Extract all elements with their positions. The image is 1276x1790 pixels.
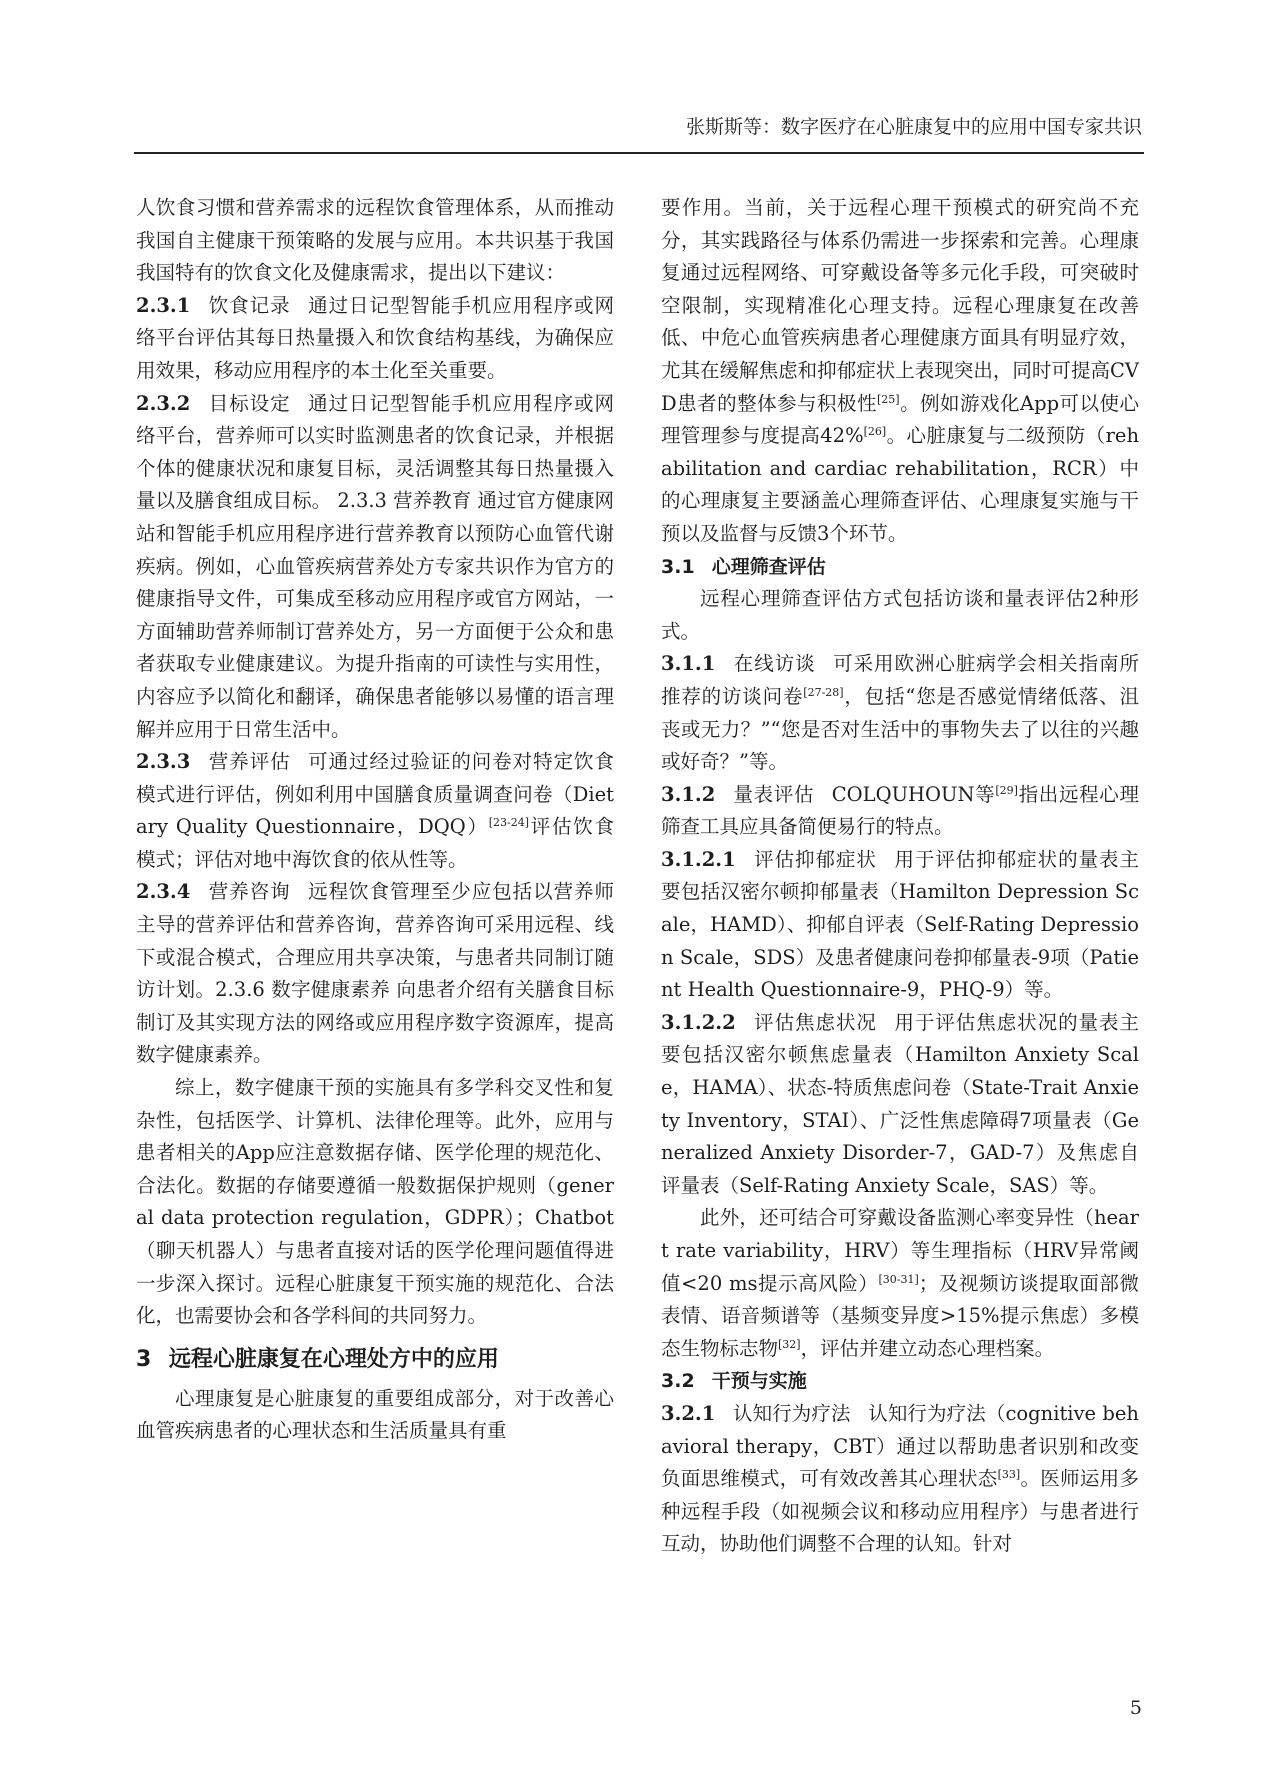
paragraph-text: ，包括“您是否感觉情绪低落、沮丧或无力？”“您是否对生活中的事物失去了以往的兴趣或好奇？”等。 [661,684,1139,774]
citation-ref[interactable]: [33] [997,1468,1021,1482]
paragraph-text: COLQUHOUN等 [831,782,996,806]
paragraph [136,1383,614,1448]
subsection-3-1-2-1 [661,844,1139,1007]
section-title: 评估抑郁症状 [753,847,877,871]
paragraph-text: 。心脏康复与二级预防（rehabilitation and cardiac rehabilitation，RCR）中的心理康复主要涵盖心理筛查评估、心理康复实施与干预以及监督与反馈3个环节。 [661,424,1140,545]
paragraph-text: 心理康复是心脏康复的重要组成部分，对于改善心血管疾病患者的心理状态和生活质量具有重 [136,1386,614,1443]
citation-ref[interactable]: [29] [995,783,1018,797]
section-title: 远程心脏康复在心理处方中的应用 [168,1346,499,1372]
paragraph-text: 远程心理筛查评估方式包括访谈和量表评估2种形式。 [661,587,1139,643]
section-title: 饮食记录 [207,293,291,317]
subsection-2-3-4 [136,876,614,1072]
section-number: 2.3.4 [136,880,191,904]
section-number: 3.1.2.2 [661,1010,736,1034]
paragraph-text: 远程饮食管理至少应包括以营养师主导的营养评估和营养咨询，营养咨询可采用远程、线下或混合模式，合理应用共享决策，与患者共同制订随访计划。2.3.6 数字健康素养 向患者介绍有关膳食目标制订及其实现方法的网络或应用程序数字资源库，提高数字健康素养。 [136,880,614,1067]
citation-ref[interactable]: [32] [778,1337,801,1351]
subsection-3-1-2-2 [661,1007,1139,1203]
paragraph [136,192,614,290]
subsection-2-3-3 [136,746,614,876]
left-column [136,192,614,1448]
header-rule [134,152,1144,154]
section-title: 评估焦虑状况 [753,1010,877,1034]
paragraph-text: ；及视频访谈提取面部微表情、语音频谱等（基频变异度>15%提示焦虑）多模态生物标志物 [661,1271,1139,1360]
paragraph-text: 评估饮食模式；评估对地中海饮食的依从性等。 [136,815,614,871]
section-title: 营养评估 [207,750,291,774]
citation-ref[interactable]: [27-28] [803,685,844,699]
section-number: 3.1 [661,555,695,578]
summary-paragraph [136,1072,614,1333]
paragraph-text: 人饮食习惯和营养需求的远程饮食管理体系，从而推动我国自主健康干预策略的发展与应用。本共识基于我国我国特有的饮食文化及健康需求，提出以下建议： [136,196,614,285]
section-number: 2.3.2 [136,391,191,415]
paragraph [661,1202,1139,1365]
section-title: 认知行为疗法 [732,1401,851,1425]
citation-ref[interactable]: [26] [863,425,887,439]
paragraph-text: 综上，数字健康干预的实施具有多学科交叉性和复杂性，包括医学、计算机、法律伦理等。此外，应用与患者相关的App应注意数据存储、医学伦理的规范化、合法化。数据的存储要遵循一般数据保护规则（general data protection regulation，GDPR）；Chatbot（聊天机器人）与患者直接对话的医学伦理问题值得进一步深入探讨。远程心脏康复干预实施的规范化、合法化，也需要协会和各学科间的共同努力。 [136,1076,614,1328]
paragraph-text: 。例如游戏化App可以使心理管理参与度提高42% [661,391,1139,448]
section-3-1-heading [661,551,1139,584]
section-number: 2.3.3 [136,750,191,774]
section-number: 3.1.2.1 [661,847,736,871]
subsection-2-3-2 [136,388,614,747]
paragraph-text: 指出远程心理筛查工具应具备简便易行的特点。 [661,782,1139,839]
paragraph [661,192,1139,551]
section-number: 2.3.1 [136,293,191,317]
section-3-heading [136,1343,614,1377]
section-3-2-heading [661,1365,1139,1398]
subsection-3-1-2 [661,779,1139,844]
paragraph-text: 通过日记型智能手机应用程序或网络平台，营养师可以实时监测患者的饮食记录，并根据个体的健康状况和康复目标，灵活调整其每日热量摄入量以及膳食组成目标。 2.3.3 营养教育 通过官方健康网站和智能手机应用程序进行营养教育以预防心血管代谢疾病。例如，心血管疾病营养处方专家共识作为官方的健康指导文件，可集成至移动应用程序或官方网站，一方面辅助营养师制订营养处方，另一方面便于公众和患者获取专业健康建议。为提升指南的可读性与实用性，内容应予以简化和翻译，确保患者能够以易懂的语言理解并应用于日常生活中。 [136,391,614,741]
section-number: 3.2.1 [661,1401,716,1425]
section-number: 3.1.2 [661,782,716,806]
paragraph-text: 要作用。当前，关于远程心理干预模式的研究尚不充分，其实践路径与体系仍需进一步探索和完善。心理康复通过远程网络、可穿戴设备等多元化手段，可突破时空限制，实现精准化心理支持。远程心理康复在改善低、中危心血管疾病患者心理健康方面具有明显疗效，尤其在缓解焦虑和抑郁症状上表现突出，同时可提高CVD患者的整体参与积极性 [661,196,1139,415]
paragraph-text: 。医师运用多种远程手段（如视频会议和移动应用程序）与患者进行互动，协助他们调整不合理的认知。针对 [661,1467,1139,1556]
paragraph-text: 可采用欧洲心脏病学会相关指南所推荐的访谈问卷 [661,652,1139,708]
subsection-3-1-1 [661,648,1139,778]
section-title: 干预与实施 [711,1370,807,1393]
paragraph-text: 认知行为疗法（cognitive behavioral therapy，CBT）通过以帮助患者识别和改变负面思维模式，可有效改善其心理状态 [661,1401,1139,1491]
paragraph-text: 通过日记型智能手机应用程序或网络平台评估其每日热量摄入和饮食结构基线，为确保应用效果，移动应用程序的本土化至关重要。 [136,293,614,382]
section-number: 3.2 [661,1370,695,1393]
paragraph-text: 此外，还可结合可穿戴设备监测心率变异性（heart rate variability，HRV）等生理指标（HRV异常阈值<20 ms提示高风险） [661,1206,1139,1295]
section-title: 目标设定 [207,391,291,415]
section-title: 营养咨询 [207,880,291,904]
paragraph-text: ，评估并建立动态心理档案。 [800,1336,1055,1360]
paragraph-text: 用于评估焦虑状况的量表主要包括汉密尔顿焦虑量表（Hamilton Anxiety Scale，HAMA）、状态-特质焦虑问卷（State-Trait Anxiety Inventory，STAI）、广泛性焦虑障碍7项量表（Generalized Anxiety Disorder-7，GAD-7）及焦虑自评量表（Self-Rating Anxiety Scale，SAS）等。 [661,1010,1139,1197]
right-column [661,192,1139,1561]
subsection-2-3-1 [136,290,614,388]
section-title: 心理筛查评估 [711,555,826,578]
section-title: 量表评估 [732,782,815,806]
page-number: 5 [1129,1697,1142,1719]
citation-ref[interactable]: [30-31] [878,1272,919,1286]
section-title: 在线访谈 [732,652,816,676]
paragraph-text: 用于评估抑郁症状的量表主要包括汉密尔顿抑郁量表（Hamilton Depression Scale，HAMD）、抑郁自评表（Self-Rating Depression Scale，SDS）及患者健康问卷抑郁量表-9项（Patient Health Questionnaire-9，PHQ-9）等。 [661,847,1139,1002]
citation-ref[interactable]: [25] [877,392,900,406]
section-number: 3.1.1 [661,652,716,676]
subsection-3-2-1 [661,1398,1139,1561]
running-head: 张斯斯等：数字医疗在心脏康复中的应用中国专家共识 [685,116,1142,138]
paragraph-text: 可通过经过验证的问卷对特定饮食模式进行评估，例如利用中国膳食质量调查问卷（Dietary Quality Questionnaire，DQQ） [136,750,614,839]
citation-ref[interactable]: [23-24] [488,816,529,830]
section-number: 3 [136,1346,152,1372]
paragraph [661,583,1139,648]
